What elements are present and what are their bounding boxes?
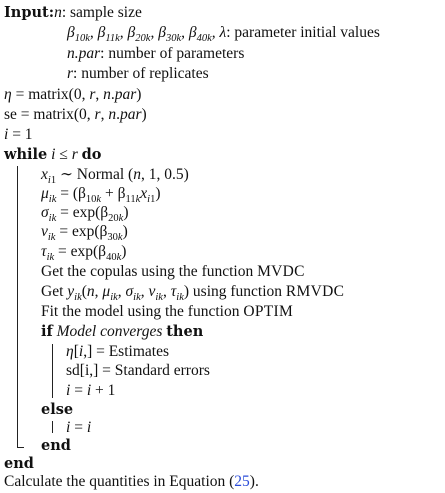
input-line-params xyxy=(67,23,380,43)
else-body: i = i xyxy=(66,419,92,436)
outer-end-line xyxy=(4,454,34,474)
input-line xyxy=(4,3,142,23)
if-keyword: if xyxy=(41,323,53,340)
then-keyword: then xyxy=(166,323,204,340)
else-keyword: else xyxy=(41,401,74,418)
input-desc-n: : sample size xyxy=(61,4,142,21)
body-x: $x_{i1}$ ∼ Normal (n, 1, 0.5) xyxy=(41,166,189,187)
init-se: se = matrix(0, r, n.par) xyxy=(4,106,147,123)
body-nu: $\nu_{ik} = \exp(\beta_{30k})$ xyxy=(41,223,128,244)
then-scope-bar xyxy=(52,344,53,398)
body-fit: Fit the model using the function OPTIM xyxy=(41,303,294,320)
then-eta: η[i,] = Estimates xyxy=(66,343,169,360)
if-condition: Model converges xyxy=(56,323,163,340)
body-gety: Get $y_{ik}(n$, $\mu_{ik}$, $\sigma_{ik}$, $\nu_{ik}$, $\tau_{ik}$) using function RMVDC xyxy=(41,283,345,304)
final-calc-line: Calculate the quantities in Equation (25). xyxy=(4,473,259,490)
while-scope-bar xyxy=(17,166,18,447)
outer-end-keyword: end xyxy=(4,455,34,472)
while-keyword: while xyxy=(4,146,48,163)
input-var-r: r xyxy=(67,65,74,82)
input-keyword: Input: xyxy=(4,4,55,21)
input-line-npar xyxy=(67,44,244,64)
input-line-r xyxy=(67,64,209,84)
inner-end-keyword-final: end xyxy=(41,437,71,454)
input-desc-betas: : parameter initial values xyxy=(226,24,380,41)
body-tau: $\tau_{ik} = \exp(\beta_{40k})$ xyxy=(41,243,127,264)
init-i: i = 1 xyxy=(4,126,33,143)
inner-end-line-final xyxy=(41,436,71,456)
fn-rmvdc: RMVDC xyxy=(285,283,345,300)
do-keyword: do xyxy=(81,146,102,163)
input-var-betas: $\beta_{10k}$, $\beta_{11k}$, $\beta_{20k}$, $\beta_{30k}$, $\beta_{40k}$, λ xyxy=(67,24,227,45)
while-scope-tick xyxy=(17,447,24,448)
input-var-n: n xyxy=(54,4,62,21)
equation-ref-link[interactable]: 25 xyxy=(234,473,250,490)
then-sd: sd[i,] = Standard errors xyxy=(66,362,210,379)
input-desc-npar: : number of parameters xyxy=(100,45,245,62)
init-eta: η = matrix(0, r, n.par) xyxy=(4,86,142,103)
if-line xyxy=(41,322,203,342)
body-sigma: $\sigma_{ik} = \exp(\beta_{20k})$ xyxy=(41,204,129,225)
while-line: while i ≤ r do xyxy=(4,146,102,163)
else-line xyxy=(41,400,73,420)
input-var-npar: n.par xyxy=(67,45,101,62)
fn-optim: OPTIM xyxy=(243,303,294,320)
body-copula: Get the copulas using the function MVDC xyxy=(41,263,305,280)
fn-mvdc: MVDC xyxy=(257,263,305,280)
then-increment: i = i + 1 xyxy=(66,382,116,399)
input-desc-r: : number of replicates xyxy=(73,65,209,82)
else-scope-bar xyxy=(52,421,53,433)
body-mu: $\mu_{ik} = (\beta_{10k} + \beta_{11k}x_{i1})$ xyxy=(41,185,161,206)
